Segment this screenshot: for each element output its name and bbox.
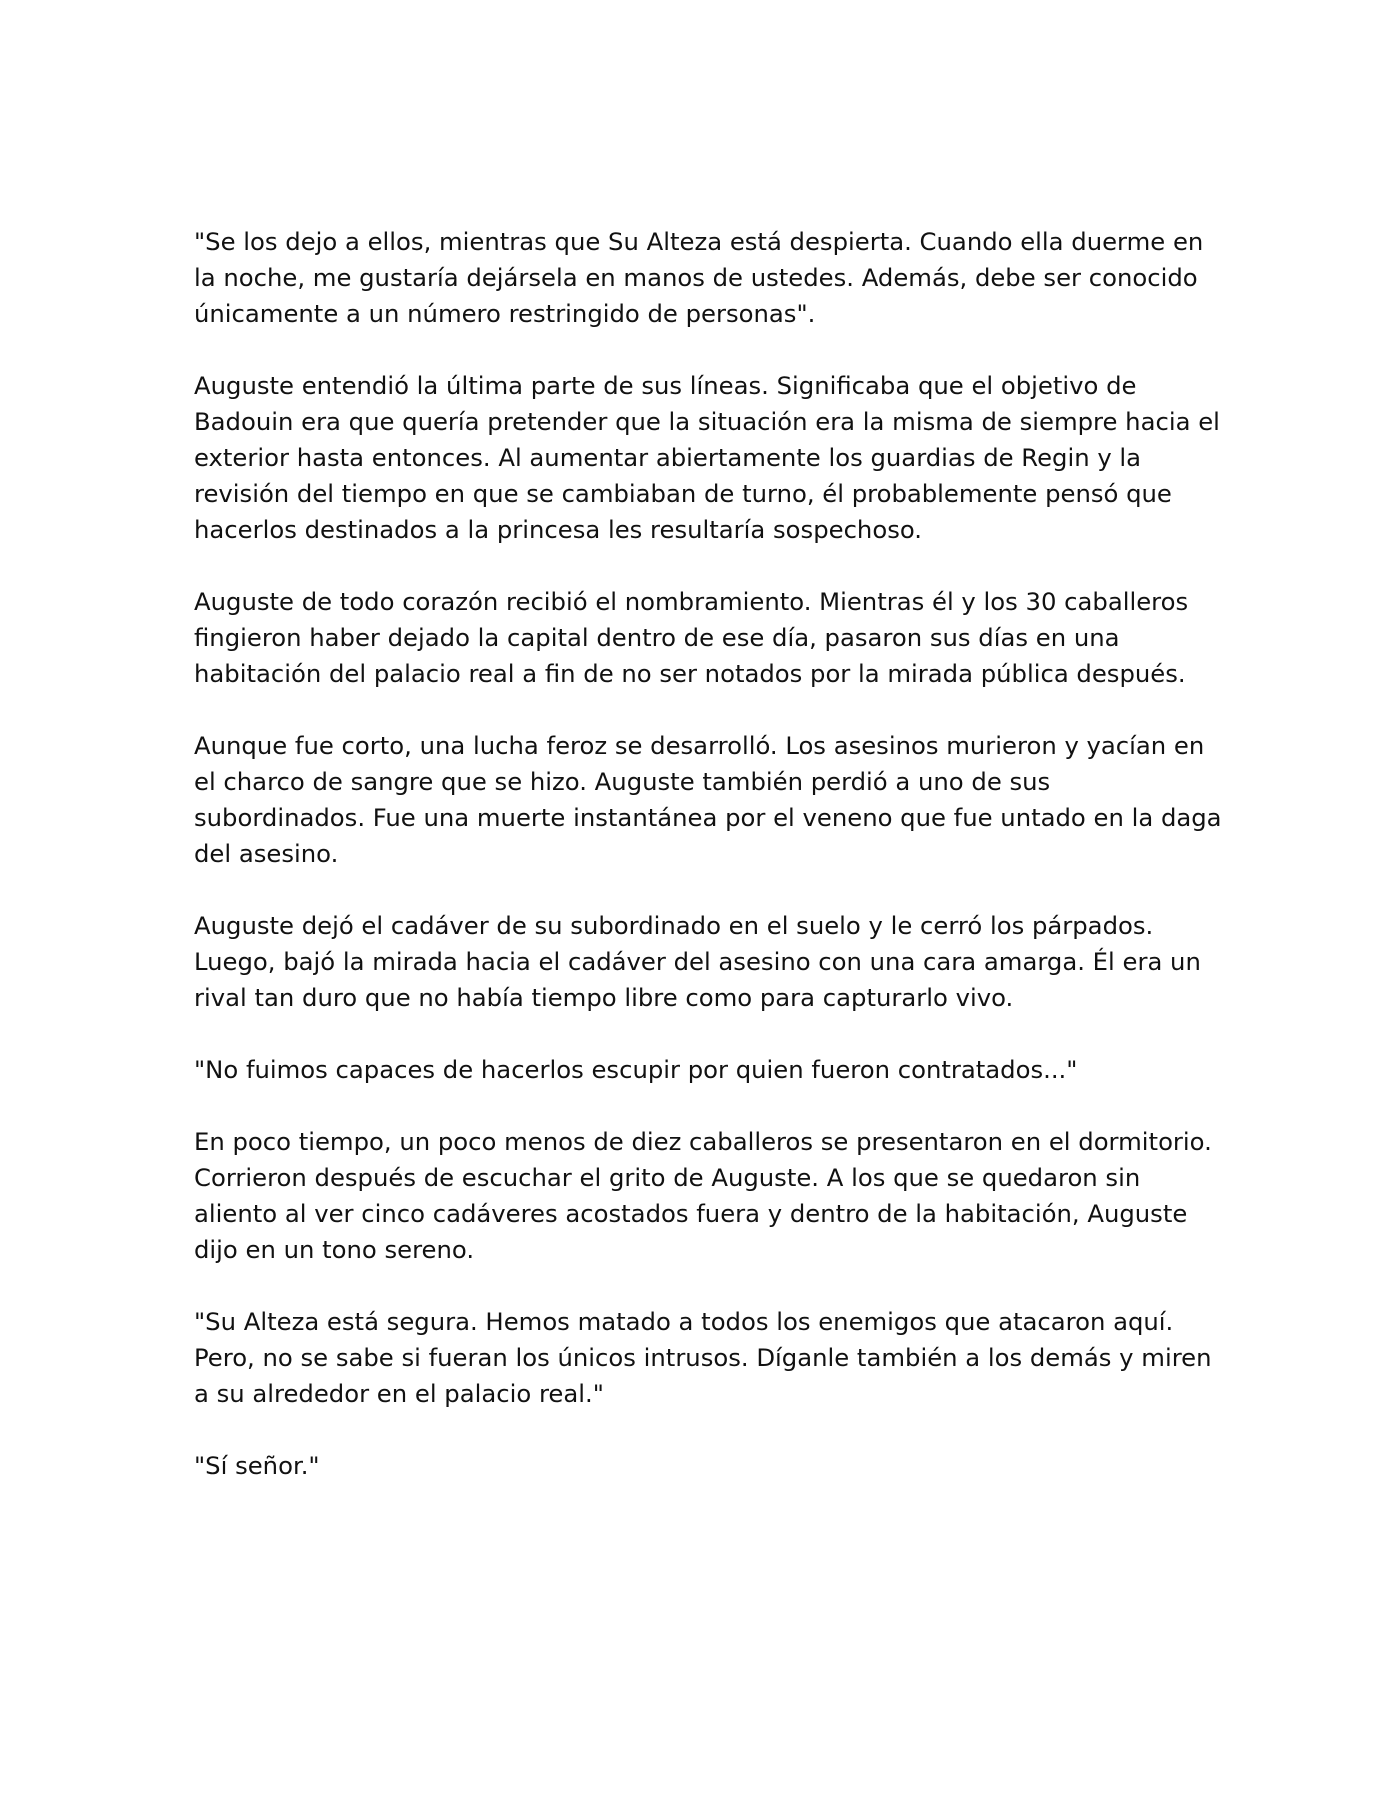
paragraph-7: En poco tiempo, un poco menos de diez caballeros se presentaron en el dormitorio. Corrieron después de escuchar el grito de Auguste. A los que se quedaron sin aliento al ver cinco cadáveres acostados fuera y dentro de la habitación, Auguste dijo en un tono sereno.	[194, 1127, 1212, 1264]
paragraph-9: "Sí señor."	[194, 1451, 320, 1480]
paragraph-8: "Su Alteza está segura. Hemos matado a todos los enemigos que atacaron aquí. Pero, no se sabe si fueran los únicos intrusos. Díganle también a los demás y miren a su alrededor en el palacio real."	[194, 1307, 1212, 1408]
paragraph-1: "Se los dejo a ellos, mientras que Su Alteza está despierta. Cuando ella duerme en la noche, me gustaría dejársela en manos de ustedes. Además, debe ser conocido únicamente a un número restringido de personas".	[194, 227, 1204, 328]
paragraph-5: Auguste dejó el cadáver de su subordinado en el suelo y le cerró los párpados. Luego, bajó la mirada hacia el cadáver del asesino con una cara amarga. Él era un rival tan duro que no había tiempo libre como para capturarlo vivo.	[194, 911, 1201, 1012]
paragraph-2: Auguste entendió la última parte de sus líneas. Significaba que el objetivo de Badouin era que quería pretender que la situación era la misma de siempre hacia el exterior hasta entonces. Al aumentar abiertamente los guardias de Regin y la revisión del tiempo en que se cambiaban de turno, él probablemente pensó que hacerlos destinados a la princesa les resultaría sospechoso.	[194, 371, 1220, 544]
paragraph-3: Auguste de todo corazón recibió el nombramiento. Mientras él y los 30 caballeros fingieron haber dejado la capital dentro de ese día, pasaron sus días en una habitación del palacio real a fin de no ser notados por la mirada pública después.	[194, 587, 1189, 688]
paragraph-6: "No fuimos capaces de hacerlos escupir por quien fueron contratados..."	[194, 1055, 1078, 1084]
paragraph-4: Aunque fue corto, una lucha feroz se desarrolló. Los asesinos murieron y yacían en el charco de sangre que se hizo. Auguste también perdió a uno de sus subordinados. Fue una muerte instantánea por el veneno que fue untado en la daga del asesino.	[194, 731, 1222, 868]
document-body	[194, 224, 1224, 1484]
